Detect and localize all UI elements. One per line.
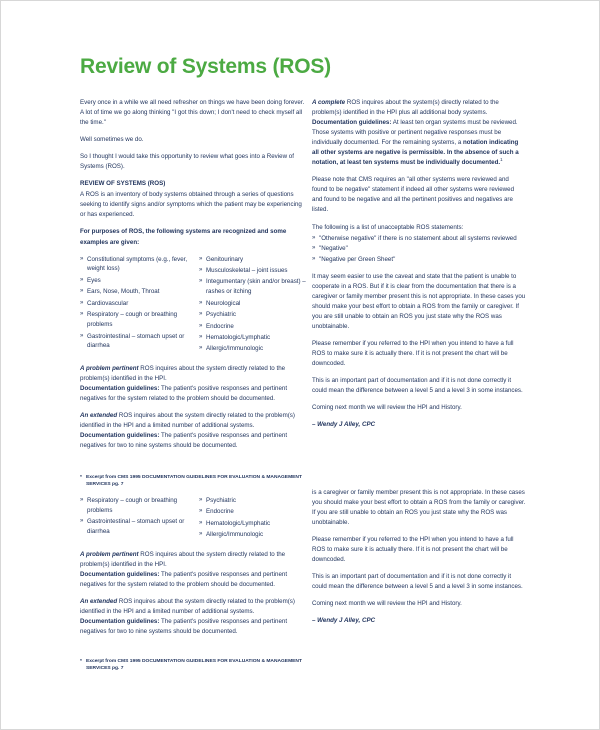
bullet-marker-icon: »: [312, 245, 316, 252]
list-item-label: Allergic/Immunologic: [206, 531, 264, 539]
section2-footnote: [80, 658, 312, 673]
systems-list-column-2: [199, 255, 308, 356]
bullet-marker-icon: »: [312, 255, 316, 262]
next-month-paragraph-2: Coming next month we will review the HPI and History.: [312, 600, 462, 608]
unacceptable-heading: The following is a list of unacceptable ROS statements:: [312, 223, 464, 231]
bullet-marker-icon: »: [80, 255, 84, 262]
complete-text: ROS inquires about the system(s) directly related to the problem(s) identified in the HPI plus all additional body systems.: [312, 99, 499, 117]
problem-pertinent-paragraph: [80, 364, 308, 404]
author-signature: – Wendy J Alley, CPC: [312, 421, 376, 429]
bullet-marker-icon: »: [199, 508, 203, 515]
extended-guidelines-label-2: Documentation guidelines:: [80, 617, 160, 625]
list-item-label: Gastrointestinal – stomach upset or diarrhea: [87, 518, 185, 536]
bullet-marker-icon: »: [199, 322, 203, 329]
systems-bullet-lists: [80, 255, 308, 356]
problem-pertinent-paragraph-2: [80, 550, 308, 590]
bullet-marker-icon: »: [199, 345, 203, 352]
section1-right-column: [312, 98, 526, 437]
list-item-label: Gastrointestinal – stomach upset or diarrhea: [87, 332, 185, 350]
bullet-marker-icon: »: [199, 519, 203, 526]
bullet-marker-icon: »: [199, 255, 203, 262]
list-item-label: "Negative": [319, 245, 348, 253]
caveat-paragraph: It may seem easier to use the caveat and state that the patient is unable to cooperate in a ROS. But if it is clear from the documentation that there is a caregiver or family member present this is not appropriate. In these cases you should make your best effort to obtain a ROS from the family or caregiver. If you are still unable to obtain an ROS you just state why the ROS was unobtainable.: [312, 272, 526, 330]
important-paragraph-2: This is an important part of documentation and if it is not done correctly it could mean the difference between a level 5 and a level 3 in some instances.: [312, 573, 523, 591]
extended-guidelines-label: Documentation guidelines:: [80, 432, 160, 440]
list-item-label: Genitourinary: [206, 255, 244, 263]
list-item-label: Eyes: [87, 276, 101, 284]
list-item: [80, 276, 189, 286]
list-item: [199, 322, 308, 332]
problem-pertinent-guidelines-label: Documentation guidelines:: [80, 384, 160, 392]
complete-guidelines-label: Documentation guidelines:: [312, 119, 392, 127]
section1-footnote: [80, 474, 312, 489]
section1-left-column: [80, 98, 308, 458]
extended-paragraph: [80, 411, 308, 451]
important-paragraph: This is an important part of documentation and if it is not done correctly it could mean the difference between a level 5 and a level 3 in some instances.: [312, 377, 523, 395]
list-item: [199, 530, 308, 540]
footnote-text: Excerpt from CMS 1995 DOCUMENTATION GUIDELINES FOR EVALUATION & MANAGEMENT SERVICES pg. 7: [86, 659, 302, 672]
bullet-marker-icon: »: [80, 311, 84, 318]
list-item: [80, 287, 189, 297]
intro-paragraph-2: Well sometimes we do.: [80, 136, 144, 144]
list-item: [80, 299, 189, 309]
list-item-label: "Otherwise negative" if there is no statement about all systems reviewed: [319, 234, 517, 242]
problem-pertinent-guidelines-text-2: The patient's positive responses and pertinent negatives for the system related to the problem should be documented.: [80, 570, 288, 588]
list-item-label: Psychiatric: [206, 497, 236, 504]
section2-left-column: [80, 494, 308, 644]
list-item: [199, 333, 308, 343]
list-item: [199, 496, 308, 506]
extended-guidelines-text-2: The patient's positive responses and pertinent negatives for two to nine systems should be documented.: [80, 617, 288, 636]
list-item: [312, 255, 526, 265]
list-item: [80, 255, 189, 275]
bullet-marker-icon: »: [199, 531, 203, 538]
bullet-marker-icon: »: [80, 299, 84, 306]
unacceptable-statements-list: [312, 234, 526, 265]
list-item-label: Hematologic/Lymphatic: [206, 519, 271, 527]
extended-guidelines-text: The patient's positive responses and pertinent negatives for two to nine systems should be documented.: [80, 432, 288, 450]
list-item: [199, 266, 308, 276]
extended-label-2: An extended: [80, 597, 118, 605]
list-item-label: Musculoskeletal – joint issues: [206, 266, 288, 274]
list-item: [80, 332, 189, 352]
list-item: [80, 496, 189, 516]
bullet-marker-icon: »: [199, 334, 203, 341]
bullet-marker-icon: »: [199, 278, 203, 285]
list-item-label: Endocrine: [206, 508, 234, 516]
extended-label: An extended: [80, 412, 118, 420]
intro-paragraph-1: Every once in a while we all need refresher on things we have been doing forever. A lot of time we go along thinking "I got this down; I don't need to check myself all the time.": [80, 99, 305, 127]
list-item-label: Hematologic/Lymphatic: [206, 334, 271, 342]
bullet-marker-icon: »: [199, 299, 203, 306]
extended-paragraph-2: [80, 597, 308, 637]
cms-note-paragraph: Please note that CMS requires an "all other systems were reviewed and found to be negative" statement if indeed all other systems were reviewed and found to be negative and all the pertinent positives and negatives are listed.: [312, 176, 515, 214]
list-item: [312, 234, 526, 244]
list-item: [80, 310, 189, 330]
next-month-paragraph: Coming next month we will review the HPI and History.: [312, 404, 462, 412]
list-item-label: Ears, Nose, Mouth, Throat: [87, 288, 160, 296]
list-item: [199, 255, 308, 265]
bullet-marker-icon: »: [312, 234, 316, 241]
list-item-label: Respiratory – cough or breathing problems: [87, 311, 178, 329]
problem-pertinent-label-2: A problem pertinent: [80, 550, 139, 558]
list-item: [199, 299, 308, 309]
systems-list-column-2-continued: [199, 496, 308, 542]
list-item: [80, 517, 189, 537]
list-item: [199, 519, 308, 529]
bullet-marker-icon: »: [199, 497, 203, 503]
page-title: Review of Systems (ROS): [80, 55, 331, 78]
complete-bold-clause: notation indicating all other systems are negative is permissible. In the absence of such a notation, at least ten systems must be individually documented.: [312, 139, 519, 167]
author-signature-2: – Wendy J Alley, CPC: [312, 617, 376, 625]
list-item-label: Neurological: [206, 299, 241, 307]
list-item: [199, 507, 308, 517]
complete-label: A complete: [312, 99, 346, 106]
ros-definition: A ROS is an inventory of body systems obtained through a series of questions seeking to identify signs and/or symptoms which the patient may be experiencing or has experienced.: [80, 191, 302, 219]
extended-text: ROS inquires about the system directly related to the problem(s) identified in the HPI and a limited number of additional systems.: [80, 412, 295, 430]
footnote-marker-icon: *: [80, 659, 82, 664]
section2-right-column: [312, 488, 526, 634]
list-item-label: Psychiatric: [206, 311, 236, 319]
problem-pertinent-guidelines-label-2: Documentation guidelines:: [80, 570, 160, 578]
problem-pertinent-text: ROS inquires about the system directly related to the problem(s) identified in the HPI.: [80, 364, 286, 382]
bullet-marker-icon: »: [80, 332, 84, 339]
list-item-label: Allergic/Immunologic: [206, 345, 264, 353]
systems-bullet-lists-continued: [80, 496, 308, 542]
problem-pertinent-text-2: ROS inquires about the system directly related to the problem(s) identified in the HPI.: [80, 550, 286, 568]
complete-ros-paragraph: [312, 98, 526, 168]
list-item-label: Constitutional symptoms (e.g., fever, weight loss): [87, 255, 188, 273]
caveat-tail-paragraph: is a caregiver or family member present this is not appropriate. In these cases you should make your best effort to obtain a ROS from the family or caregiver. If you are still unable to obtain an ROS you just state why the ROS was unobtainable.: [312, 489, 526, 527]
extended-text-2: ROS inquires about the system directly related to the problem(s) identified in the HPI and a limited number of additional systems.: [80, 597, 295, 615]
list-item-label: Respiratory – cough or breathing problems: [87, 497, 178, 514]
problem-pertinent-guidelines-text: The patient's positive responses and pertinent negatives for the system related to the problem should be documented.: [80, 384, 288, 402]
footnote-text: Excerpt from CMS 1995 DOCUMENTATION GUIDELINES FOR EVALUATION & MANAGEMENT SERVICES pg. 7: [86, 475, 302, 488]
purposes-heading: For purposes of ROS, the following systems are recognized and some examples are given:: [80, 228, 287, 246]
list-item: [312, 244, 526, 254]
bullet-marker-icon: »: [80, 518, 84, 525]
bullet-marker-icon: »: [199, 311, 203, 318]
footnote-marker-icon: *: [80, 475, 82, 480]
intro-paragraph-3: So I thought I would take this opportunity to review what goes into a Review of Systems (ROS).: [80, 153, 294, 171]
footnote-reference: 1: [500, 157, 503, 163]
list-item-label: Endocrine: [206, 322, 234, 330]
bullet-marker-icon: »: [80, 497, 84, 503]
list-item-label: Cardiovascular: [87, 299, 129, 307]
complete-guidelines-text: At least ten organ systems must be reviewed. Those systems with positive or pertinent negative responses must be individually documented. For the remaining systems, a: [312, 119, 518, 147]
list-item: [199, 310, 308, 320]
bullet-marker-icon: »: [199, 266, 203, 273]
list-item-label: "Negative per Green Sheet": [319, 255, 396, 263]
remember-paragraph-2: Please remember if you referred to the HPI when you intend to have a full ROS to make sure it is actually there. If it is not present the chart will be downcoded.: [312, 536, 514, 564]
ros-section-heading: REVIEW OF SYSTEMS (ROS): [80, 180, 166, 188]
systems-list-column-1: [80, 255, 189, 356]
list-item: [199, 277, 308, 297]
list-item: [199, 344, 308, 354]
remember-paragraph: Please remember if you referred to the HPI when you intend to have a full ROS to make sure it is actually there. If it is not present the chart will be downcoded.: [312, 339, 514, 368]
problem-pertinent-label: A problem pertinent: [80, 364, 139, 372]
systems-list-column-1-continued: [80, 496, 189, 542]
list-item-label: Integumentary (skin and/or breast) – rashes or itching: [206, 278, 306, 296]
bullet-marker-icon: »: [80, 288, 84, 295]
bullet-marker-icon: »: [80, 276, 84, 283]
